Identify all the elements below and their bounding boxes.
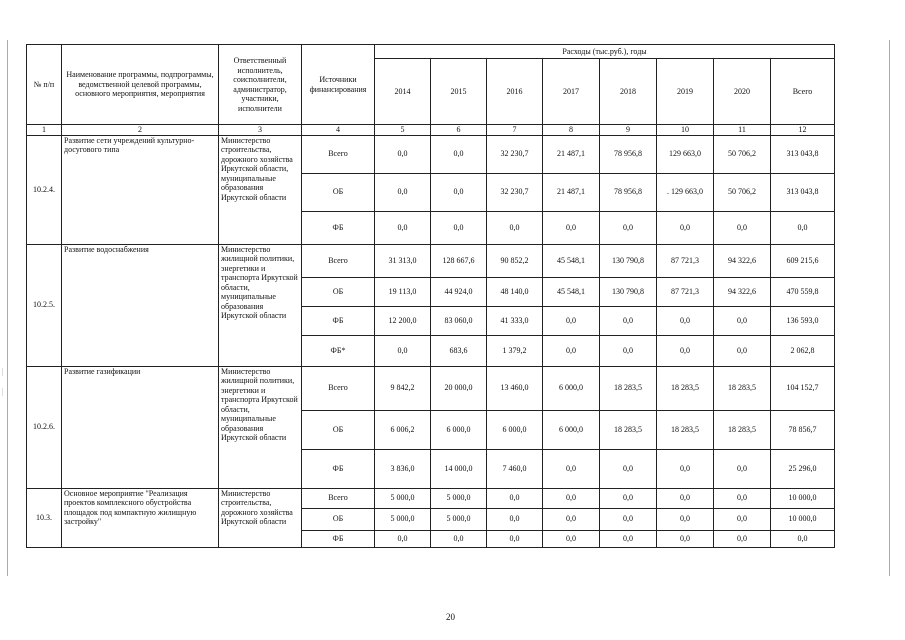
table-header [27, 45, 835, 136]
value-cell: 18 283,5 [714, 410, 771, 449]
header-year: 2018 [600, 59, 657, 125]
table-row [27, 366, 835, 410]
value-cell: 0,0 [431, 135, 487, 173]
header-name: Наименование программы, подпрограммы, ведомственной целевой программы, основного мероприятия, мероприятия [62, 45, 219, 125]
value-cell: 0,0 [543, 449, 600, 488]
value-cell: 90 852,2 [487, 244, 543, 277]
value-cell: 3 836,0 [375, 449, 431, 488]
value-cell: 0,0 [657, 488, 714, 508]
column-number: 2 [62, 125, 219, 136]
funding-source: ОБ [302, 277, 375, 306]
value-cell: 5 000,0 [375, 508, 431, 530]
total-cell: 10 000,0 [771, 508, 835, 530]
total-cell: 104 152,7 [771, 366, 835, 410]
column-number: 1 [27, 125, 62, 136]
value-cell: 128 667,6 [431, 244, 487, 277]
value-cell: 83 060,0 [431, 306, 487, 335]
row-name: Развитие газификации [62, 366, 219, 488]
value-cell: 18 283,5 [600, 410, 657, 449]
column-number: 3 [219, 125, 302, 136]
value-cell: 0,0 [375, 530, 431, 547]
table-body [27, 135, 835, 547]
value-cell: 18 283,5 [600, 366, 657, 410]
value-cell: 45 548,1 [543, 244, 600, 277]
value-cell: 0,0 [657, 306, 714, 335]
total-cell: 78 856,7 [771, 410, 835, 449]
value-cell: 0,0 [431, 211, 487, 244]
total-cell: 136 593,0 [771, 306, 835, 335]
column-number: 9 [600, 125, 657, 136]
value-cell: 6 000,0 [487, 410, 543, 449]
funding-source: ФБ [302, 449, 375, 488]
value-cell: 0,0 [657, 530, 714, 547]
value-cell: . 129 663,0 [657, 173, 714, 211]
value-cell: 6 000,0 [543, 366, 600, 410]
row-name: Развитие водоснабжения [62, 244, 219, 366]
value-cell: 0,0 [600, 306, 657, 335]
funding-source: ОБ [302, 410, 375, 449]
row-executor: Министерство строительства, дорожного хозяйства Иркутской области, муниципальные образования Иркутской области [219, 135, 302, 244]
column-number: 6 [431, 125, 487, 136]
funding-source: ФБ [302, 306, 375, 335]
value-cell: 0,0 [657, 449, 714, 488]
header-year: 2017 [543, 59, 600, 125]
value-cell: 41 333,0 [487, 306, 543, 335]
column-number: 11 [714, 125, 771, 136]
funding-source: Всего [302, 488, 375, 508]
column-number: 4 [302, 125, 375, 136]
value-cell: 6 000,0 [431, 410, 487, 449]
value-cell: 6 000,0 [543, 410, 600, 449]
value-cell: 14 000,0 [431, 449, 487, 488]
value-cell: 87 721,3 [657, 244, 714, 277]
total-cell: 0,0 [771, 530, 835, 547]
value-cell: 50 706,2 [714, 173, 771, 211]
value-cell: 0,0 [431, 530, 487, 547]
value-cell: 21 487,1 [543, 135, 600, 173]
value-cell: 78 956,8 [600, 173, 657, 211]
funding-source: ОБ [302, 173, 375, 211]
value-cell: 0,0 [657, 508, 714, 530]
value-cell: 9 842,2 [375, 366, 431, 410]
column-number: 12 [771, 125, 835, 136]
value-cell: 0,0 [657, 335, 714, 366]
row-number: 10.2.6. [27, 366, 62, 488]
row-number: 10.2.4. [27, 135, 62, 244]
column-number: 10 [657, 125, 714, 136]
value-cell: 20 000,0 [431, 366, 487, 410]
value-cell: 683,6 [431, 335, 487, 366]
value-cell: 18 283,5 [657, 366, 714, 410]
header-year: 2016 [487, 59, 543, 125]
value-cell: 5 000,0 [375, 488, 431, 508]
header-year: 2014 [375, 59, 431, 125]
table-row [27, 488, 835, 508]
total-cell: 313 043,8 [771, 135, 835, 173]
value-cell: 87 721,3 [657, 277, 714, 306]
funding-source: ФБ* [302, 335, 375, 366]
header-number: № п/п [27, 45, 62, 125]
funding-source: Всего [302, 135, 375, 173]
value-cell: 94 322,6 [714, 277, 771, 306]
table-row [27, 244, 835, 277]
header-year: 2019 [657, 59, 714, 125]
value-cell: 48 140,0 [487, 277, 543, 306]
column-number: 8 [543, 125, 600, 136]
funding-source: ФБ [302, 211, 375, 244]
value-cell: 44 924,0 [431, 277, 487, 306]
value-cell: 0,0 [600, 530, 657, 547]
value-cell: 13 460,0 [487, 366, 543, 410]
value-cell: 130 790,8 [600, 277, 657, 306]
total-cell: 2 062,8 [771, 335, 835, 366]
row-number: 10.3. [27, 488, 62, 547]
value-cell: 18 283,5 [714, 366, 771, 410]
value-cell: 0,0 [375, 135, 431, 173]
row-name: Развитие сети учреждений культурно-досугового типа [62, 135, 219, 244]
value-cell: 0,0 [543, 488, 600, 508]
column-number: 5 [375, 125, 431, 136]
value-cell: 31 313,0 [375, 244, 431, 277]
value-cell: 0,0 [714, 211, 771, 244]
header-year: 2020 [714, 59, 771, 125]
value-cell: 0,0 [543, 335, 600, 366]
value-cell: 0,0 [600, 449, 657, 488]
value-cell: 0,0 [543, 306, 600, 335]
financing-table [26, 44, 835, 548]
scan-right-edge [889, 40, 890, 576]
row-executor: Министерство строительства, дорожного хозяйства Иркутской области [219, 488, 302, 547]
table-row [27, 135, 835, 173]
row-number: 10.2.5. [27, 244, 62, 366]
value-cell: 0,0 [543, 530, 600, 547]
scan-mark [2, 368, 3, 376]
value-cell: 0,0 [600, 335, 657, 366]
column-number: 7 [487, 125, 543, 136]
header-year: 2015 [431, 59, 487, 125]
value-cell: 0,0 [657, 211, 714, 244]
value-cell: 0,0 [487, 530, 543, 547]
value-cell: 0,0 [375, 335, 431, 366]
value-cell: 130 790,8 [600, 244, 657, 277]
row-executor: Министерство жилищной политики, энергетики и транспорта Иркутской области, муниципальные образования Иркутской области [219, 244, 302, 366]
scan-mark [2, 388, 3, 396]
value-cell: 32 230,7 [487, 173, 543, 211]
value-cell: 18 283,5 [657, 410, 714, 449]
value-cell: 0,0 [487, 211, 543, 244]
value-cell: 0,0 [487, 508, 543, 530]
value-cell: 0,0 [714, 449, 771, 488]
value-cell: 5 000,0 [431, 488, 487, 508]
header-executor: Ответственный исполнитель, соисполнители, администратор, участники, исполнители [219, 45, 302, 125]
funding-source: ОБ [302, 508, 375, 530]
value-cell: 0,0 [543, 508, 600, 530]
total-cell: 10 000,0 [771, 488, 835, 508]
value-cell: 0,0 [375, 173, 431, 211]
value-cell: 45 548,1 [543, 277, 600, 306]
funding-source: ФБ [302, 530, 375, 547]
value-cell: 0,0 [714, 508, 771, 530]
value-cell: 78 956,8 [600, 135, 657, 173]
total-cell: 25 296,0 [771, 449, 835, 488]
value-cell: 0,0 [600, 488, 657, 508]
value-cell: 7 460,0 [487, 449, 543, 488]
value-cell: 6 006,2 [375, 410, 431, 449]
value-cell: 0,0 [375, 211, 431, 244]
funding-source: Всего [302, 244, 375, 277]
header-expenses: Расходы (тыс.руб.), годы [375, 45, 835, 59]
value-cell: 19 113,0 [375, 277, 431, 306]
value-cell: 0,0 [714, 530, 771, 547]
value-cell: 21 487,1 [543, 173, 600, 211]
column-number-row [27, 125, 835, 136]
value-cell: 0,0 [600, 508, 657, 530]
value-cell: 50 706,2 [714, 135, 771, 173]
value-cell: 0,0 [714, 488, 771, 508]
value-cell: 32 230,7 [487, 135, 543, 173]
value-cell: 0,0 [431, 173, 487, 211]
row-executor: Министерство жилищной политики, энергетики и транспорта Иркутской области, муниципальные образования Иркутской области [219, 366, 302, 488]
value-cell: 0,0 [487, 488, 543, 508]
value-cell: 129 663,0 [657, 135, 714, 173]
total-cell: 313 043,8 [771, 173, 835, 211]
scan-left-edge [7, 40, 8, 576]
row-name: Основное мероприятие "Реализация проектов комплексного обустройства площадок под компактную жилищную застройку" [62, 488, 219, 547]
value-cell: 1 379,2 [487, 335, 543, 366]
value-cell: 0,0 [543, 211, 600, 244]
page-number: 20 [446, 612, 455, 622]
total-cell: 0,0 [771, 211, 835, 244]
value-cell: 0,0 [714, 335, 771, 366]
total-cell: 609 215,6 [771, 244, 835, 277]
value-cell: 0,0 [714, 306, 771, 335]
value-cell: 5 000,0 [431, 508, 487, 530]
header-sources: Источники финансирования [302, 45, 375, 125]
value-cell: 0,0 [600, 211, 657, 244]
value-cell: 12 200,0 [375, 306, 431, 335]
header-total: Всего [771, 59, 835, 125]
total-cell: 470 559,8 [771, 277, 835, 306]
funding-source: Всего [302, 366, 375, 410]
value-cell: 94 322,6 [714, 244, 771, 277]
